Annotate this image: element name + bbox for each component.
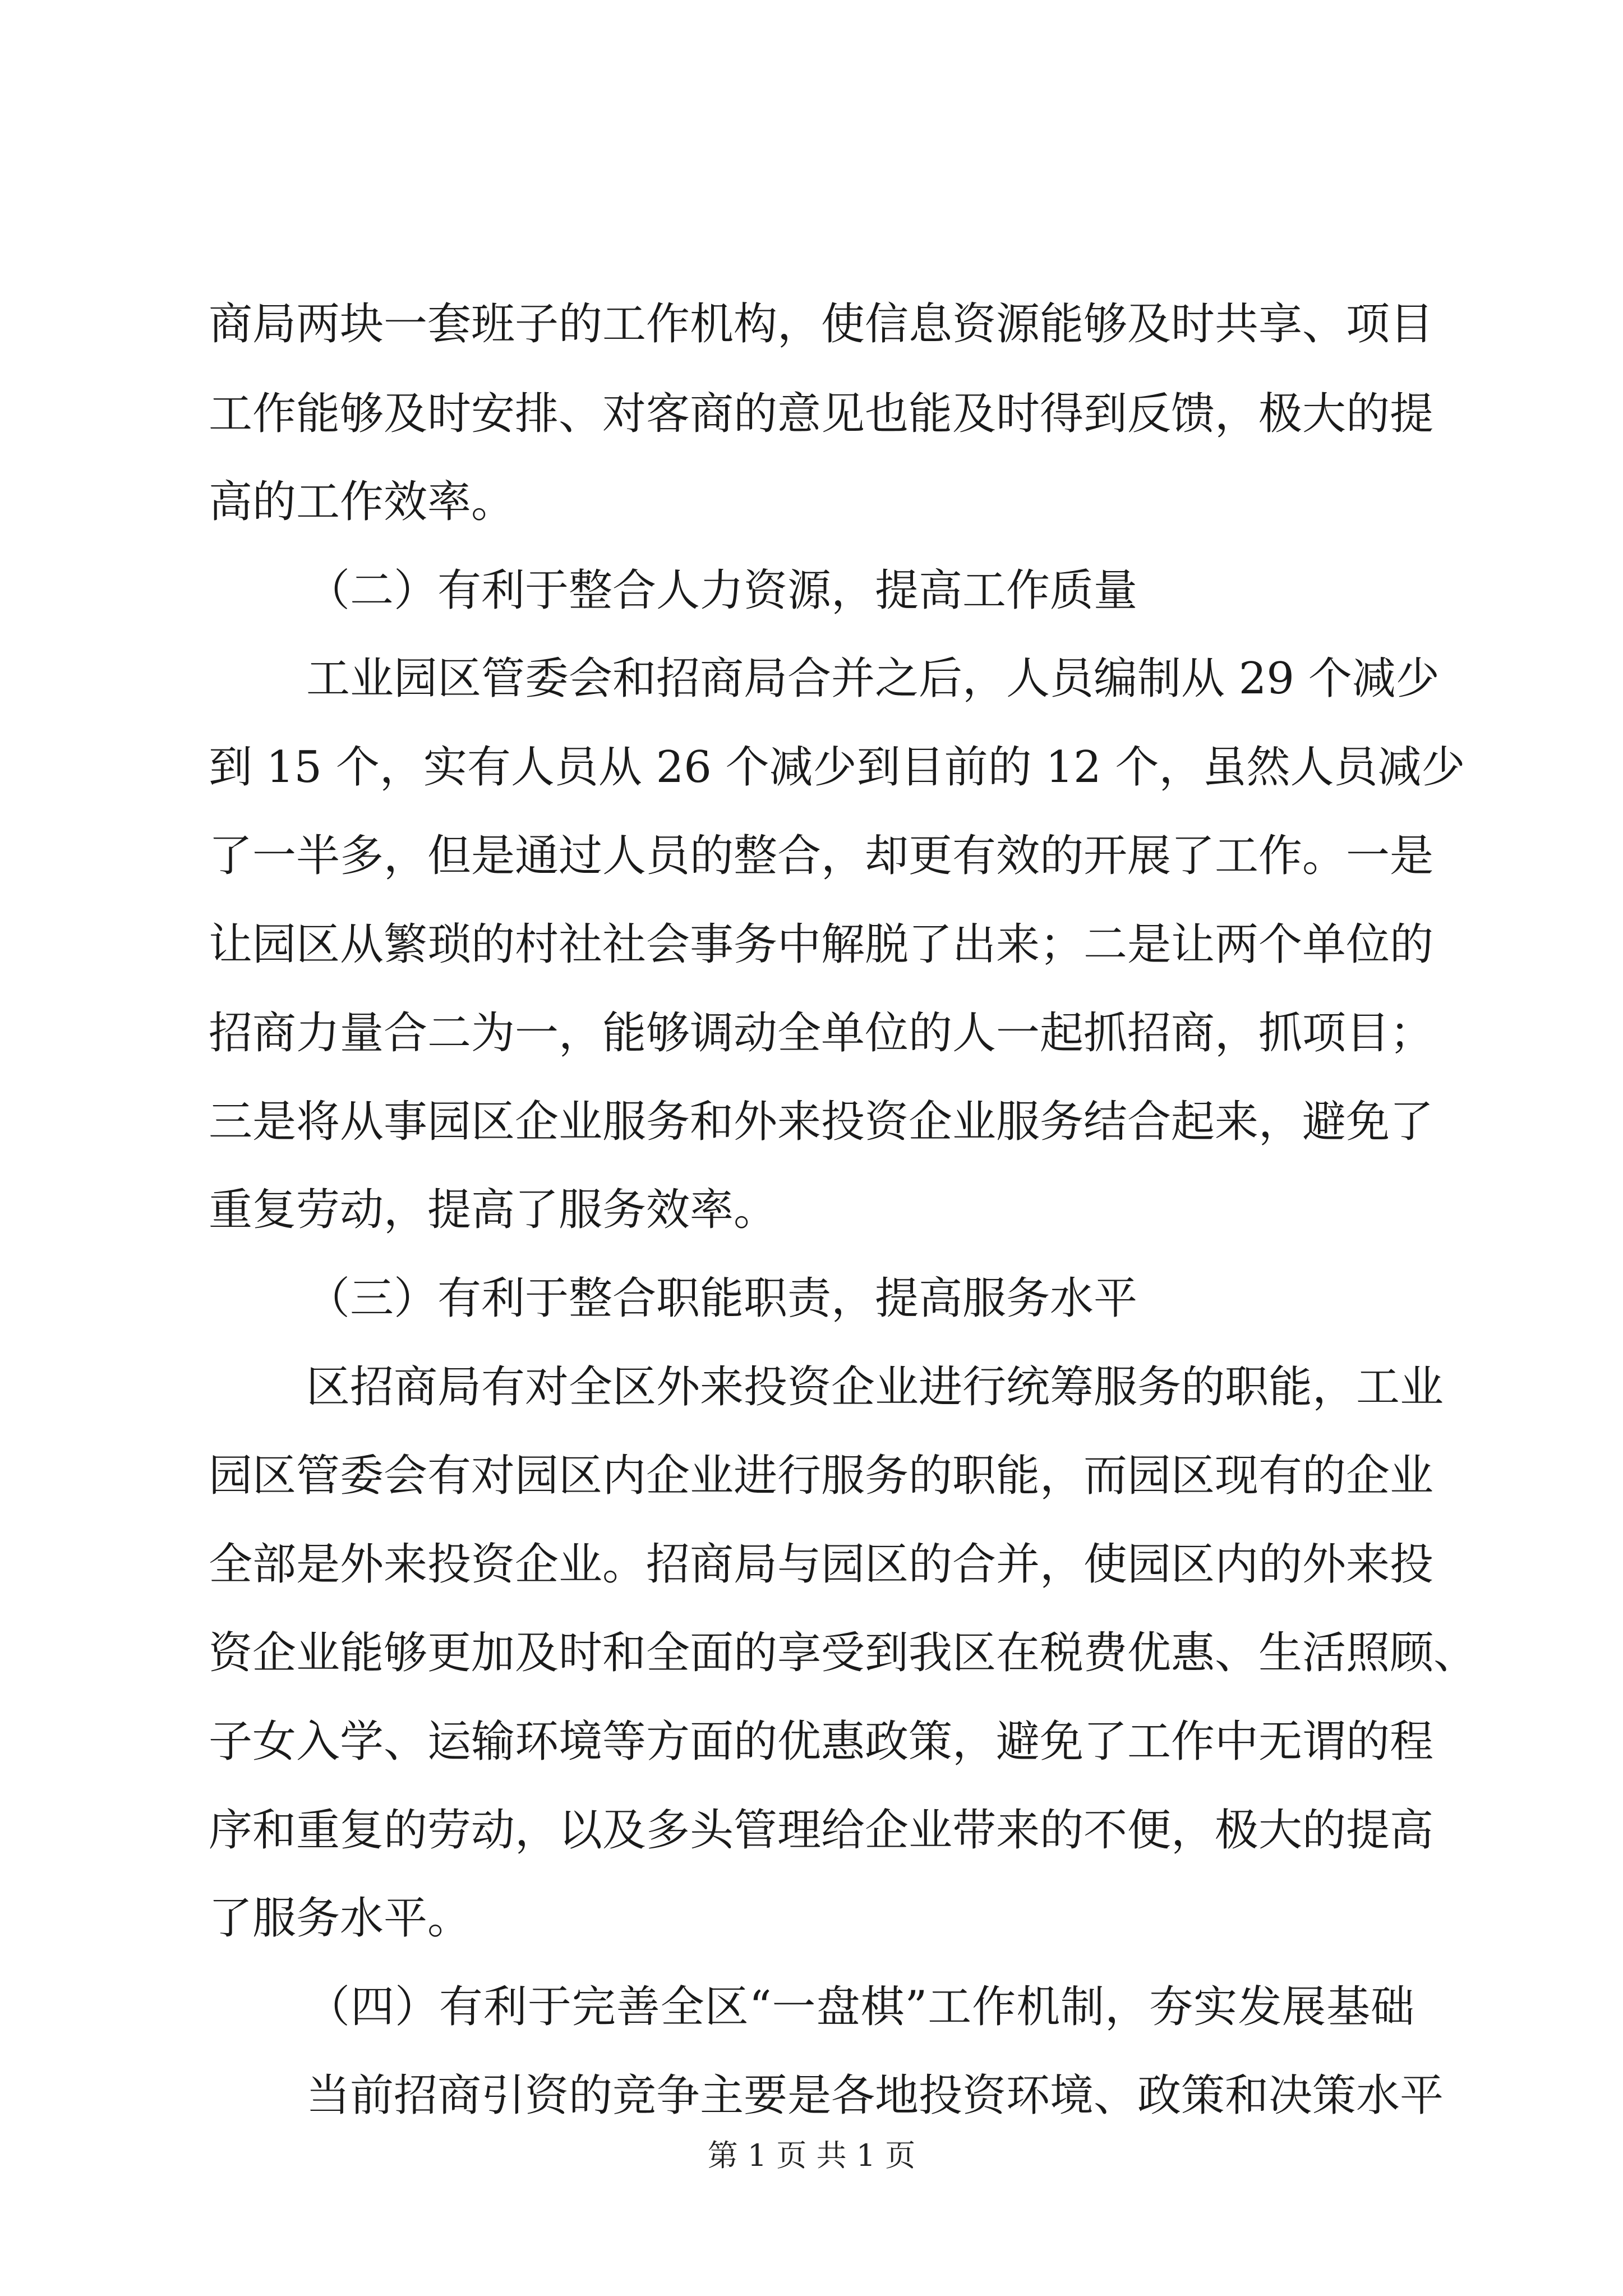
body-text-line: 当前招商引资的竞争主要是各地投资环境、政策和决策水平 [306, 2070, 1444, 2121]
body-text-line: 工作能够及时安排、对客商的意见也能及时得到反馈，极大的提 [209, 389, 1434, 439]
body-text-line: 了一半多，但是通过人员的整合，却更有效的开展了工作。一是 [209, 831, 1434, 881]
section-heading: （二）有利于整合人力资源，提高工作质量 [306, 565, 1138, 616]
body-text-line: 了服务水平。 [209, 1893, 472, 1944]
body-text-line: 让园区从繁琐的村社社会事务中解脱了出来；二是让两个单位的 [209, 919, 1434, 970]
body-text-line: 商局两块一套班子的工作机构，使信息资源能够及时共享、项目 [209, 299, 1434, 349]
body-text-line: 全部是外来投资企业。招商局与园区的合并，使园区内的外来投 [209, 1539, 1434, 1590]
body-text-line: 三是将从事园区企业服务和外来投资企业服务结合起来，避免了 [209, 1097, 1434, 1147]
body-text-line: 子女入学、运输环境等方面的优惠政策，避免了工作中无谓的程 [209, 1717, 1434, 1767]
section-heading: （四）有利于完善全区“一盘棋”工作机制，夯实发展基础 [306, 1982, 1414, 2032]
body-text-line: 序和重复的劳动，以及多头管理给企业带来的不便，极大的提高 [209, 1805, 1434, 1856]
body-text-line: 高的工作效率。 [209, 477, 515, 527]
body-text-line: 园区管委会有对园区内企业进行服务的职能，而园区现有的企业 [209, 1451, 1434, 1501]
body-text-line: 重复劳动，提高了服务效率。 [209, 1185, 778, 1235]
section-heading: （三）有利于整合职能职责，提高服务水平 [306, 1273, 1138, 1324]
body-text-line: 到 15 个，实有人员从 26 个减少到目前的 12 个，虽然人员减少 [209, 742, 1465, 793]
page-number-footer: 第 1 页 共 1 页 [707, 2138, 916, 2173]
body-text-line: 工业园区管委会和招商局合并之后，人员编制从 29 个减少 [306, 654, 1440, 704]
body-text-line: 招商力量合二为一，能够调动全单位的人一起抓招商，抓项目； [209, 1008, 1434, 1059]
body-text-line: 区招商局有对全区外来投资企业进行统筹服务的职能，工业 [306, 1362, 1444, 1412]
body-text-line: 资企业能够更加及时和全面的享受到我区在税费优惠、生活照顾、 [209, 1628, 1478, 1678]
